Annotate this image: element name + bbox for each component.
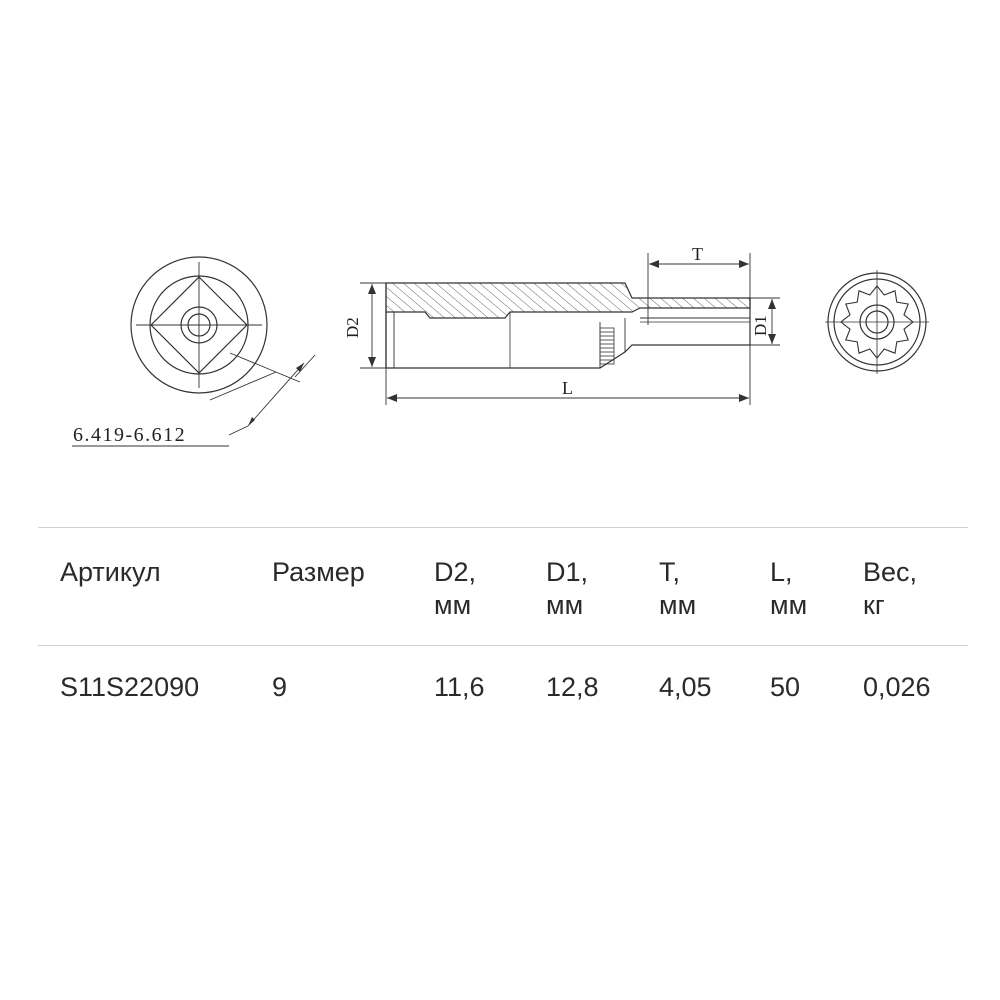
header-weight: Вес, кг [863,557,918,620]
header-d2: D2, мм [434,557,477,620]
cell-size: 9 [272,672,288,702]
dimension-label-l: L [562,378,573,398]
knurl-band [600,328,614,364]
header-l: L, мм [770,557,808,620]
drive-size-label: 6.419-6.612 [73,424,187,446]
specification-table [38,527,968,703]
cell-weight: 0,026 [863,672,931,702]
drive-end-view [72,257,315,446]
header-size: Размер [272,557,365,587]
cell-l: 50 [770,672,801,702]
table-row [38,646,968,704]
header-d1: D1, мм [546,557,589,620]
cell-article: S11S22090 [60,672,200,702]
header-t: T, мм [659,557,697,620]
socket-end-view [825,270,929,374]
dimension-label-d1: D1 [751,315,770,336]
dimension-label-t: T [692,244,703,264]
cell-d1: 12,8 [546,672,599,702]
dimension-label-d2: D2 [343,317,362,338]
header-article: Артикул [60,557,161,587]
table-header-row [38,528,968,646]
cell-d2: 11,6 [434,672,485,702]
cell-t: 4,05 [659,672,712,702]
